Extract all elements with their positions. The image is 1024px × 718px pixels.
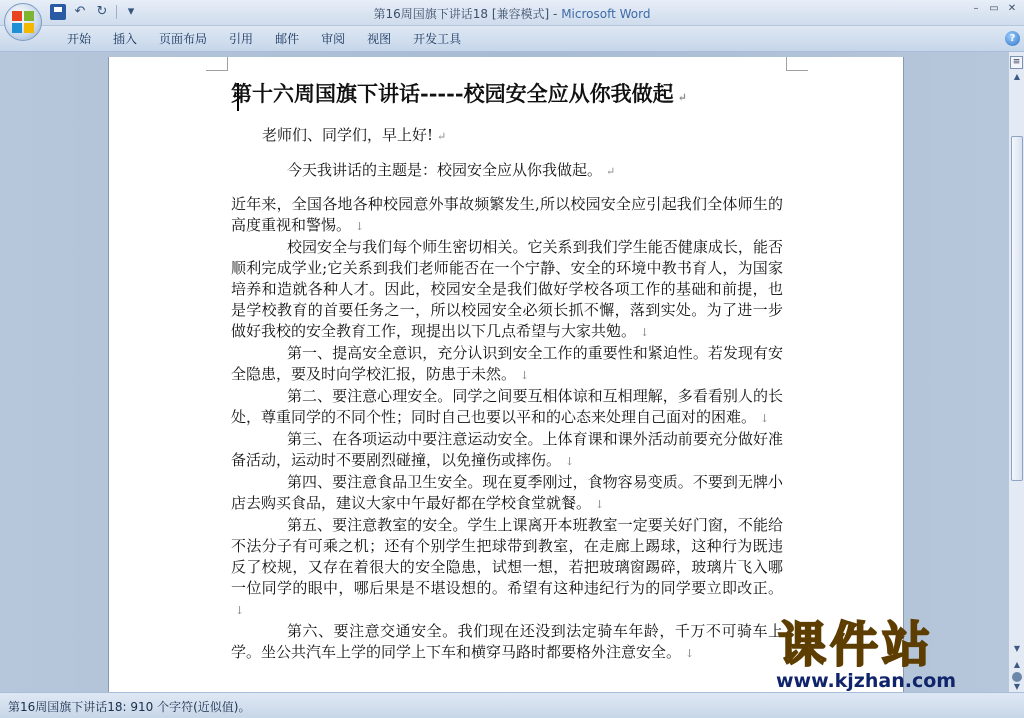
greeting-text: 老师们、同学们，早上好!	[262, 126, 434, 144]
window-title	[0, 5, 1024, 22]
vertical-scrollbar[interactable]	[1008, 52, 1024, 692]
tab-view[interactable]: 视图	[367, 32, 392, 46]
document-title	[231, 77, 783, 115]
customize-toolbar-icon[interactable]: ▾	[127, 4, 135, 19]
line-break-mark: ↓	[235, 604, 245, 617]
document-page[interactable]	[108, 57, 904, 692]
tab-page-layout[interactable]: 页面布局	[159, 32, 208, 46]
tab-developer[interactable]: 开发工具	[413, 32, 462, 46]
paragraph-text: 第三、在各项运动中要注意运动安全。上体育课和课外活动前要充分做好准备活动，运动时不要剧烈碰撞，以免撞伤或摔伤。	[231, 430, 783, 469]
watermark-url: www.kjzhan.com	[776, 670, 957, 692]
paragraph-text: 近年来，全国各地各种校园意外事故频繁发生,所以校园安全应引起我们全体师生的高度重视和警惕。	[231, 195, 783, 234]
paragraph-text: 第五、要注意教室的安全。学生上课离开本班教室一定要关好门窗，不能给不法分子有可乘之机；还有个别学生把球带到教室，在走廊上踢球，这种行为既违反了校规，又存在着很大的安全隐患，试想一想，若把玻璃窗踢碎，玻璃片飞入哪一位同学的眼中，哪后果是不堪设想的。希望有这种违纪行为的同学要立即改正。	[231, 516, 783, 597]
tab-mailings[interactable]: 邮件	[275, 32, 300, 46]
watermark-logo	[774, 616, 1006, 692]
close-icon[interactable]: ✕	[1007, 3, 1017, 14]
body-paragraph	[231, 621, 783, 664]
redo-icon[interactable]: ↻	[96, 4, 108, 19]
tab-review[interactable]: 审阅	[321, 32, 346, 46]
title-separator: -	[549, 7, 562, 21]
scroll-thumb[interactable]	[1011, 136, 1023, 481]
paragraph-mark: ↵	[677, 91, 687, 104]
body-paragraph	[231, 515, 783, 621]
paragraph-mark: ↵	[437, 130, 447, 143]
next-page-icon[interactable]: ▼	[1013, 682, 1021, 691]
restore-icon[interactable]: ▭	[989, 3, 999, 14]
margin-corner-top-right	[786, 57, 808, 71]
watermark-text: 课件站	[778, 617, 935, 673]
document-body[interactable]	[231, 77, 783, 664]
body-paragraph	[231, 429, 783, 472]
title-bar	[0, 0, 1024, 26]
document-name: 第16周国旗下讲话18 [兼容模式]	[373, 7, 550, 21]
previous-page-icon[interactable]: ▲	[1013, 660, 1021, 669]
body-paragraph	[231, 237, 783, 343]
topic-paragraph	[231, 160, 783, 182]
line-break-mark: ↓	[520, 369, 530, 382]
paragraph-text: 第二、要注意心理安全。同学之间要互相体谅和互相理解，多看看别人的长处，尊重同学的不同个性；同时自己也要以平和的心态来处理自己面对的困难。	[231, 387, 783, 426]
paragraph-text: 校园安全与我们每个师生密切相关。它关系到我们学生能否健康成长，能否顺利完成学业;它关系到我们老师能否在一个宁静、安全的环境中教书育人，为国家培养和造就各种人才。因此，校园安全是我们做好学校各项工作的基础和前提，也是学校教育的首要任务之一，所以校园安全必须长抓不懈，落到实处。为了进一步做好我校的安全教育工作，现提出以下几点希望与大家共勉。	[231, 238, 783, 340]
paragraph-text: 第一、提高安全意识，充分认识到安全工作的重要性和紧迫性。若发现有安全隐患，要及时向学校汇报，防患于未然。	[231, 344, 783, 383]
line-break-mark: ↓	[355, 220, 365, 233]
document-area	[0, 52, 1008, 692]
ruler-toggle-icon[interactable]: ≡	[1010, 56, 1023, 69]
paragraph-mark: ↵	[606, 165, 616, 178]
help-icon[interactable]: ?	[1005, 31, 1020, 46]
body-paragraph	[231, 194, 783, 237]
body-paragraph	[231, 343, 783, 386]
ribbon-tabs	[56, 30, 472, 48]
minimize-icon[interactable]: –	[973, 3, 979, 14]
document-title-text: 第十六周国旗下讲话-----校园安全应从你我做起	[231, 81, 674, 106]
paragraph-text: 第六、要注意交通安全。我们现在还没到法定骑车年龄，千万不可骑车上学。坐公共汽车上学的同学上下车和横穿马路时都要格外注意安全。	[231, 622, 783, 661]
status-bar	[0, 692, 1024, 718]
tab-references[interactable]: 引用	[229, 32, 254, 46]
body-paragraph	[231, 472, 783, 515]
line-break-mark: ↓	[760, 412, 770, 425]
window-controls	[968, 2, 1020, 16]
app-name: Microsoft Word	[561, 7, 651, 21]
tab-insert[interactable]: 插入	[113, 32, 138, 46]
office-button[interactable]	[4, 3, 42, 41]
browse-object-icon[interactable]	[1012, 672, 1022, 682]
ribbon-tab-bar	[0, 26, 1024, 52]
office-logo-icon	[12, 11, 34, 33]
tab-home[interactable]: 开始	[67, 32, 92, 46]
status-text: 第16周国旗下讲话18: 910 个字符(近似值)。	[8, 700, 251, 714]
body-paragraph	[231, 386, 783, 429]
undo-icon[interactable]: ↶	[74, 4, 86, 19]
line-break-mark: ↓	[565, 455, 575, 468]
line-break-mark: ↓	[640, 326, 650, 339]
greeting-paragraph	[231, 125, 783, 147]
scroll-down-icon[interactable]: ▼	[1013, 644, 1021, 653]
topic-text: 今天我讲话的主题是：校园安全应从你我做起。	[287, 161, 603, 179]
margin-corner-top-left	[206, 57, 228, 71]
scroll-up-icon[interactable]: ▲	[1013, 72, 1021, 81]
line-break-mark: ↓	[595, 498, 605, 511]
paragraph-text: 第四、要注意食品卫生安全。现在夏季刚过，食物容易变质。不要到无牌小店去购买食品，建议大家中午最好都在学校食堂就餐。	[231, 473, 783, 512]
line-break-mark: ↓	[685, 647, 695, 660]
